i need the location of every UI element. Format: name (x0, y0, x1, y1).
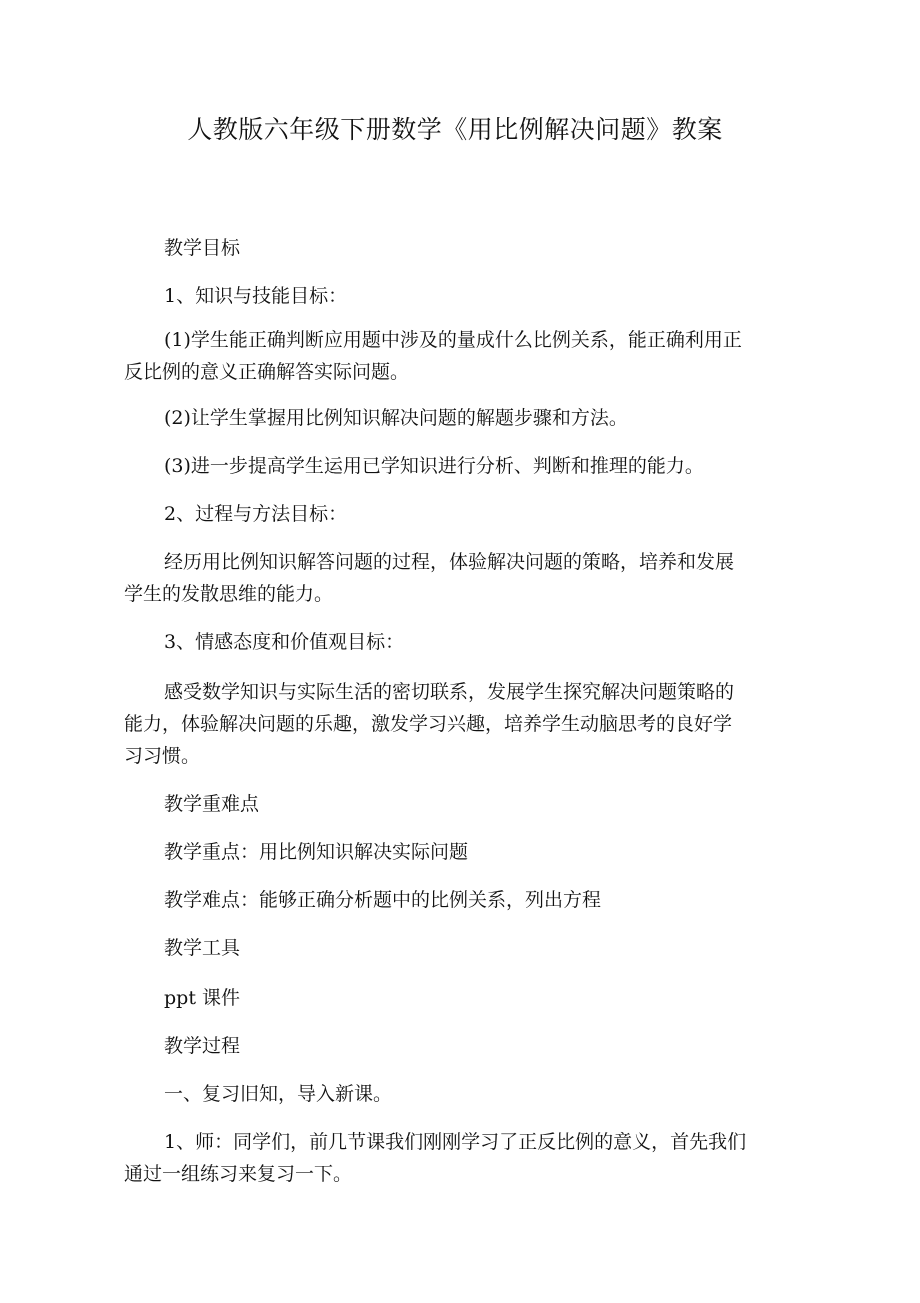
process-step-1-heading: 一、复习旧知，导入新课。 (164, 1083, 393, 1105)
section-heading-key-points: 教学重难点 (164, 793, 260, 815)
section-heading-teaching-goals: 教学目标 (164, 237, 241, 259)
goal-2-heading: 2、过程与方法目标： (164, 503, 348, 525)
section-heading-teaching-tools: 教学工具 (164, 937, 241, 959)
goal-3-heading: 3、情感态度和价值观目标： (164, 631, 405, 653)
document-title: 人教版六年级下册数学《用比例解决问题》教案 (187, 115, 723, 144)
difficult-point: 教学难点：能够正确分析题中的比例关系，列出方程 (164, 889, 602, 911)
goal-1-item-3: (3)进一步提高学生运用已学知识进行分析、判断和推理的能力。 (164, 455, 704, 477)
process-step-1-text-line-2: 通过一组练习来复习一下。 (124, 1163, 353, 1185)
goal-2-text-line-2: 学生的发散思维的能力。 (124, 583, 334, 605)
section-heading-teaching-process: 教学过程 (164, 1035, 241, 1057)
goal-1-item-2: (2)让学生掌握用比例知识解决问题的解题步骤和方法。 (164, 407, 628, 429)
process-step-1-text-line-1: 1、师：同学们，前几节课我们刚刚学习了正反比例的意义，首先我们 (164, 1131, 747, 1153)
goal-3-text-line-3: 习习惯。 (124, 745, 201, 767)
teaching-tool-item: ppt 课件 (164, 987, 241, 1009)
goal-1-item-1-line-2: 反比例的意义正确解答实际问题。 (124, 361, 410, 383)
goal-1-heading: 1、知识与技能目标： (164, 285, 348, 307)
goal-2-text-line-1: 经历用比例知识解答问题的过程，体验解决问题的策略，培养和发展 (164, 551, 735, 573)
goal-3-text-line-2: 能力，体验解决问题的乐趣，激发学习兴趣，培养学生动脑思考的良好学 (124, 713, 733, 735)
key-point: 教学重点：用比例知识解决实际问题 (164, 841, 469, 863)
goal-3-text-line-1: 感受数学知识与实际生活的密切联系，发展学生探究解决问题策略的 (164, 681, 735, 703)
goal-1-item-1-line-1: (1)学生能正确判断应用题中涉及的量成什么比例关系，能正确利用正 (164, 329, 742, 351)
